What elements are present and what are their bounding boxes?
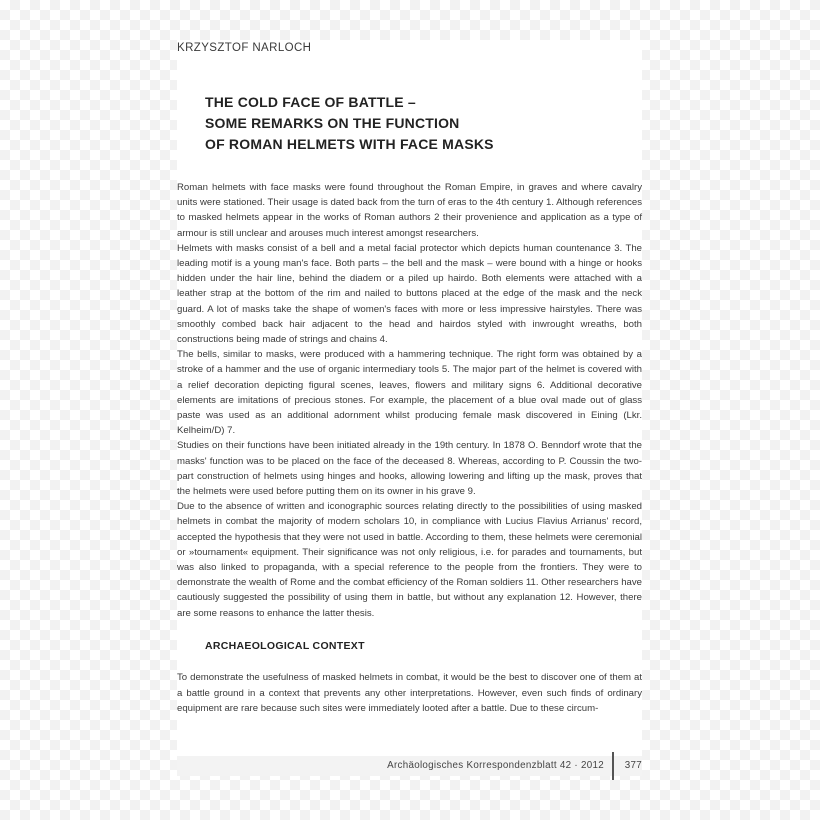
title-line-3: OF ROMAN HELMETS WITH FACE MASKS <box>205 136 494 152</box>
paragraph-5: Due to the absence of written and iconographic sources relating directly to the possibilities of using masked helmets in combat the majority of modern scholars 10, in compliance with Lucius Flavius Arrianus' record, accepted the hypothesis that they were not used in battle. According to them, these helmets were ceremonial or »tournament« equipment. Their significance was not only religious, i.e. for parades and tournaments, but was also linked to propaganda, with a special reference to the people from the frontiers. They were to demonstrate the wealth of Rome and the combat efficiency of the Roman soldiers 11. Other researchers have cautiously suggested the possibility of using them in battle, but without any explanation 12. However, there are some reasons to enhance the latter thesis. <box>177 501 642 619</box>
document-page <box>177 40 642 776</box>
page-footer <box>177 756 642 776</box>
article-title <box>205 92 625 155</box>
section-heading: ARCHAEOLOGICAL CONTEXT <box>205 640 365 652</box>
page-number: 377 <box>624 760 642 771</box>
section-paragraph: To demonstrate the usefulness of masked helmets in combat, it would be the best to discover one of them at a battle ground in a context that prevents any other interpretations. However, even such finds of ordinary equipment are rare because such sites were immediately looted after a battle. Due to these circum- <box>177 672 642 714</box>
paragraph-3: The bells, similar to masks, were produced with a hammering technique. The right form was obtained by a stroke of a hammer and the use of organic intermediary tools 5. The major part of the helmet is covered with a relief decoration depicting figural scenes, leaves, flowers and military signs 6. Additional decorative elements are imitations of precious stones. For example, the placement of a blue oval made out of glass paste was used as an additional adornment whilst producing female mask discovered in Eining (Lkr. Kelheim/D) 7. <box>177 349 642 437</box>
paragraph-4: Studies on their functions have been initiated already in the 19th century. In 1878 O. Benndorf wrote that the masks' function was to be placed on the face of the deceased 8. Whereas, according to P. Coussin the two-part construction of helmets using hinges and hooks, allowing lowering and lifting up the mask, proves that the helmets were used before putting them on its owner in his grave 9. <box>177 440 642 498</box>
title-line-1: THE COLD FACE OF BATTLE – <box>205 94 416 110</box>
paragraph-2: Helmets with masks consist of a bell and a metal facial protector which depicts human countenance 3. The leading motif is a young man's face. Both parts – the bell and the mask – were bound with a hinge or hooks hidden under the hair line, behind the diadem or a piled up hairdo. Both elements were attached with a leather strap at the bottom of the rim and nailed to buttons placed at the edge of the mask and the neck guard. A lot of masks take the shape of women's faces with more or less impressive hairstyles. There was smoothly combed back hair adjacent to the head and hairdos styled with inwrought wreaths, both constructions being made of strings and chains 4. <box>177 242 642 346</box>
author-name: KRZYSZTOF NARLOCH <box>177 42 312 54</box>
section-body <box>177 670 642 717</box>
footer-divider <box>612 752 614 780</box>
article-body <box>177 180 642 621</box>
footer-journal: Archäologisches Korrespondenzblatt 42 · 2012 <box>387 760 604 771</box>
title-line-2: SOME REMARKS ON THE FUNCTION <box>205 115 460 131</box>
paragraph-1: Roman helmets with face masks were found throughout the Roman Empire, in graves and where cavalry units were stationed. Their usage is dated back from the turn of eras to the 4th century 1. Although references to masked helmets appear in the works of Roman authors 2 their provenience and application as a type of armour is still unclear and arouses much interest amongst researchers. <box>177 182 642 239</box>
